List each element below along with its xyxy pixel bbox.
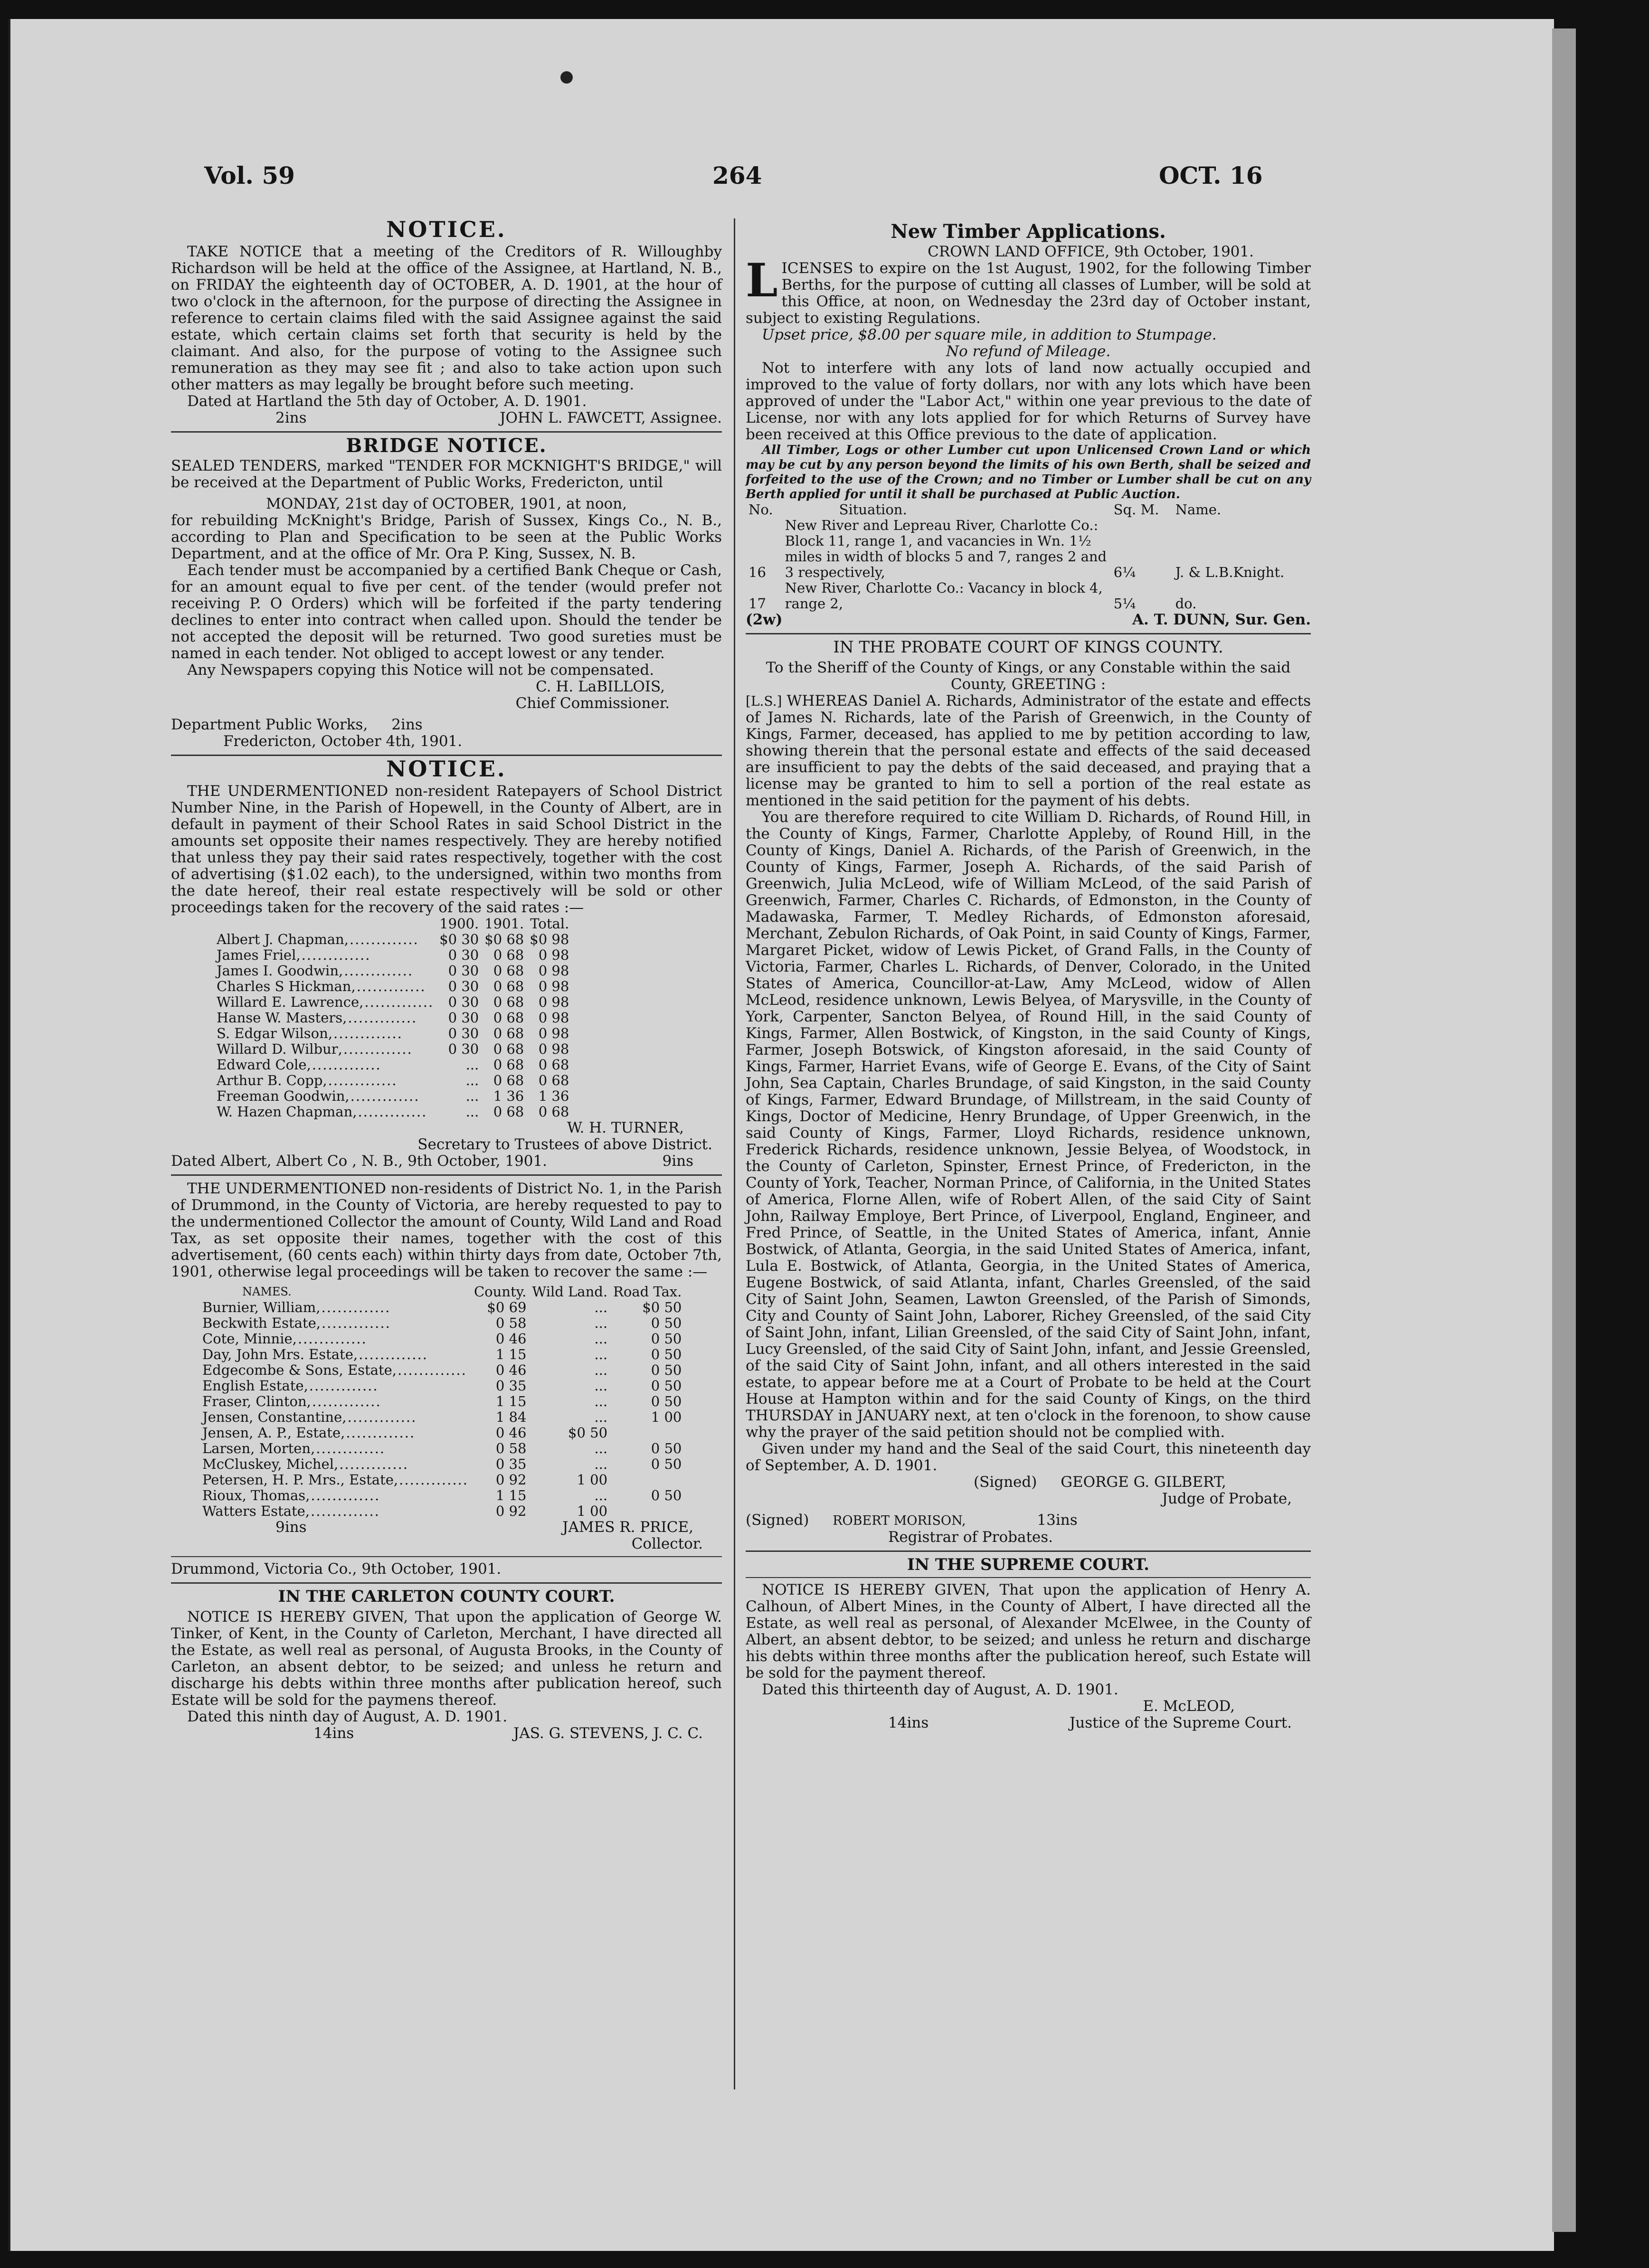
table-cell: 0 50 xyxy=(651,1378,682,1394)
table-cell: Willard D. Wilbur xyxy=(217,1041,338,1057)
table-cell: James Friel xyxy=(217,947,296,963)
table-cell: $0 68 xyxy=(484,931,524,947)
table-cell: Arthur B. Copp xyxy=(217,1072,323,1088)
table-cell: 0 58 xyxy=(495,1440,527,1456)
supreme-signature xyxy=(746,1715,1311,1731)
timber-insertions: (2w) xyxy=(746,611,783,628)
probate-insertions: 13ins xyxy=(1037,1512,1078,1529)
table-cell: 0 92 xyxy=(495,1472,527,1488)
notice-2-signer-title: Secretary to Trustees of above District. xyxy=(417,1136,712,1153)
table-cell: 0 68 xyxy=(493,963,524,979)
table-cell: $0 69 xyxy=(487,1299,527,1315)
bridge-para-4: Any Newspapers copying this Notice will not be compensated. xyxy=(187,662,654,679)
table-cell: Willard E. Lawrence xyxy=(217,994,360,1010)
signer: JOHN L. FAWCETT, Assignee. xyxy=(500,409,722,426)
ratepayers-table xyxy=(214,916,572,1120)
table-cell: do. xyxy=(1175,595,1197,612)
bridge-para-3: Each tender must be accompanied by a certified Bank Cheque or Cash, for an amount equal to five per cent. of the tender (would prefer not receiving P. O Orders) which will be forfeited if the party tendering declines to enter into contract when called upon. Should the tender be not accepted the deposit will be returned. Two good sureties must be named in each tender. Not obliged to accept lowest or any tender. xyxy=(171,562,722,662)
table-cell: 1 15 xyxy=(495,1487,527,1503)
table-cell: 1 84 xyxy=(495,1409,527,1425)
table-cell: 6¼ xyxy=(1113,564,1136,580)
col-header: Road Tax. xyxy=(613,1284,682,1300)
table-cell: ... xyxy=(465,1072,479,1088)
bridge-para-2: for rebuilding McKnight's Bridge, Parish of Sussex, Kings Co., N. B., according to Plan and Specification to be seen at the Public Works Department, and at the office of Mr. Ora P. King, Sussex, N. B. xyxy=(171,512,722,562)
table-row: Cote, Minnie,............. 0 46 ... 0 50 xyxy=(202,1331,682,1347)
timber-table xyxy=(746,502,1311,612)
bridge-para-1: SEALED TENDERS, marked "TENDER FOR MCKNIGHT'S BRIDGE," will be received at the Department of Public Works, Fredericton, until xyxy=(171,457,722,491)
table-row: Willard E. Lawrence,............. 0 30 0 68 0 98 xyxy=(217,994,569,1010)
table-row: Beckwith Estate,............. 0 58 ... 0 50 xyxy=(202,1315,682,1331)
probate-registrar-title: Registrar of Probates. xyxy=(888,1529,1053,1546)
table-cell: 0 30 xyxy=(448,947,479,963)
table-row: Edgecombe & Sons, Estate,............. 0 46 ... 0 50 xyxy=(202,1362,682,1378)
table-row: Freeman Goodwin,............. ... 1 36 1 36 xyxy=(217,1088,569,1104)
supreme-insertions: 14ins xyxy=(888,1714,929,1731)
table-cell: ... xyxy=(465,1088,479,1104)
page-edge xyxy=(1552,28,1576,2232)
col-header: Situation. xyxy=(839,501,907,518)
notice-signature xyxy=(171,410,722,426)
timber-signer: A. T. DUNN, Sur. Gen. xyxy=(1132,611,1311,628)
carleton-insertions: 14ins xyxy=(313,1725,354,1742)
table-cell: 1 00 xyxy=(577,1472,608,1488)
table-row: Jensen, Constantine,............. 1 84 ... 1 00 xyxy=(202,1409,682,1425)
table-row: Charles S Hickman,............. 0 30 0 68 0 98 xyxy=(217,978,569,994)
table-cell: Cote, Minnie xyxy=(202,1331,293,1347)
notice-2-body: THE UNDERMENTIONED non-resident Ratepayers of School District Number Nine, in the Parish of Hopewell, in the County of Albert, are in default in payment of their School Rates in said School District in the amounts set opposite their names respectively. They are hereby notified that unless they pay their said rates respectively, together with the cost of advertising ($1.02 each), to the undersigned, within two months from the date hereof, their real estate respectively will be sold or other proceedings taken for the recovery of the said rates :— xyxy=(171,783,722,916)
table-row: Day, John Mrs. Estate,............. 1 15 ... 0 50 xyxy=(202,1346,682,1362)
table-cell: 0 98 xyxy=(538,1025,569,1041)
table-cell: ... xyxy=(594,1378,608,1394)
table-cell: ... xyxy=(594,1331,608,1347)
table-cell: 0 68 xyxy=(538,1104,569,1120)
table-cell: 0 58 xyxy=(495,1315,527,1331)
carleton-signature xyxy=(171,1725,722,1742)
table-cell: 0 68 xyxy=(493,1104,524,1120)
table-cell: McCluskey, Michel xyxy=(202,1456,334,1472)
probate-para-3: Given under my hand and the Seal of the said Court, this nineteenth day of September, A. D. 1901. xyxy=(746,1440,1311,1474)
bridge-notice-title: BRIDGE NOTICE. xyxy=(346,435,547,457)
table-cell: Hanse W. Masters xyxy=(217,1010,343,1026)
table-cell: 0 68 xyxy=(493,1025,524,1041)
table-cell: ... xyxy=(594,1456,608,1472)
drummond-signature xyxy=(171,1519,722,1536)
table-row: English Estate,............. 0 35 ... 0 50 xyxy=(202,1378,682,1394)
table-cell: 0 68 xyxy=(493,1041,524,1057)
table-cell: 0 50 xyxy=(651,1362,682,1378)
probate-judge: GEORGE G. GILBERT, xyxy=(1061,1474,1226,1491)
table-cell: 0 68 xyxy=(538,1072,569,1088)
timber-office: CROWN LAND OFFICE, 9th October, 1901. xyxy=(928,243,1254,260)
table-cell: 0 50 xyxy=(651,1346,682,1362)
table-cell: Rioux, Thomas xyxy=(202,1487,306,1503)
table-cell: 1 36 xyxy=(493,1088,524,1104)
drummond-body: THE UNDERMENTIONED non-residents of District No. 1, in the Parish of Drummond, in the County of Victoria, are hereby requested to pay to the undermentioned Collector the amount of County, Wild Land and Road Tax, as set opposite their names, together with the cost of this advertisement, (60 cents each) within thirty days from date, October 7th, 1901, otherwise legal proceedings will be taken to recover the same :— xyxy=(171,1180,722,1280)
table-cell: ... xyxy=(594,1299,608,1315)
drummond-signer: JAMES R. PRICE, xyxy=(562,1519,693,1536)
col-header: NAMES. xyxy=(242,1285,292,1298)
table-cell: J. & L.B.Knight. xyxy=(1175,564,1285,580)
table-cell: 0 98 xyxy=(538,1041,569,1057)
drummond-insertions: 9ins xyxy=(275,1519,307,1536)
table-cell: ... xyxy=(594,1409,608,1425)
table-cell: 0 30 xyxy=(448,1025,479,1041)
table-cell: ... xyxy=(594,1487,608,1503)
table-cell: 0 68 xyxy=(493,978,524,994)
volume-number: Vol. 59 xyxy=(204,161,295,189)
bridge-dated: Fredericton, October 4th, 1901. xyxy=(223,733,463,750)
probate-para-2: You are therefore required to cite William D. Richards, of Round Hill, in the County of Kings, Farmer, Charlotte Appleby, of Round Hill, in the County of Kings, Daniel A. Richards, of the Parish of Greenwich, in the County of Kings, Farmer, Joseph A. Richards, of the said Parish of Greenwich, Julia McLeod, wife of William McLeod, of the said Parish of Greenwich, Farmer, Charles C. Richards, of Edmonston, in the County of Madawaska, Farmer, T. Medley Richards, of Edmonston aforesaid, Merchant, Zebulon Richards, of Oak Point, in said County of Kings, Farmer, Margaret Picket, widow of Lewis Picket, of Grand Falls, in the County of Victoria, Farmer, Charles L. Richards, of Denver, Colorado, in the United States of America, Councillor-at-Law, Amy McLeod, widow of Allen McLeod, residence unknown, Lewis Belyea, of Marysville, in the County of York, Carpenter, Sancton Belyea, of Round Hill, in the said County of Kings, Farmer, Allen Bostwick, of Kingston, in the said County of Kings, Farmer, Joseph Botswick, of Kingston aforesaid, in the said County of Kings, Farmer, Harriet Evans, wife of George E. Evans, of the City of Saint John, Sea Captain, Charles Brundage, of said Kingston, in the said County of Kings, Farmer, Edward Brundage, of Millstream, in the said County of Kings, Doctor of Medicine, Henry Brundage, of Upper Greenwich, in the said County of Kings, Farmer, Lloyd Richards, residence unknown, Frederick Richards, residence unknown, Jessie Belyea, of Woodstock, in the County of Carleton, Spinster, Ernest Prince, of Fredericton, in the County of York, Teacher, Norman Prince, of California, in the United States of America, Florne Allen, wife of Robert Allen, of the said City of Saint John, Railway Employe, Bert Prince, of Liverpool, England, Engineer, and Fred Prince, of Seattle, in the United States of America, infant, Annie Bostwick, of Atlanta, Georgia, in the said United States of America, infant, Lula E. Bostwick, of Atlanta, Georgia, in the United States of America, Eugene Bostwick, of said Atlanta, infant, Charles Greensled, of the said City of Saint John, Seamen, Lawton Greensled, of the Parish of Simonds, City and County of Saint John, Laborer, Richey Greensled, of the said City of Saint John, infant, Lilian Greensled, of the said City of Saint John, infant, Lucy Greensled, of the said City of Saint John, infant, and Jessie Greensled, of the said City of Saint John, infant, and all others interested in the said estate, to appear before me at a Court of Probate to be held at the Court House at Hampton within and for the said County of Kings, on the third THURSDAY in JANUARY next, at ten o'clock in the forenoon, to show cause why the prayer of the said petition should not be complied with. xyxy=(746,809,1311,1441)
table-cell: 0 98 xyxy=(538,978,569,994)
table-cell: Albert J. Chapman xyxy=(217,931,344,947)
table-row: Albert J. Chapman,............. $0 30 $0 68 $0 98 xyxy=(217,931,569,947)
table-cell: New River, Charlotte Co.: Vacancy in block 4, range 2, xyxy=(785,580,1103,612)
column-divider xyxy=(734,218,735,2089)
probate-para-1 xyxy=(746,693,1311,809)
table-cell: 0 46 xyxy=(495,1425,527,1441)
table-cell: ... xyxy=(594,1346,608,1362)
ratepayers-body xyxy=(214,932,572,1120)
table-cell: 1 15 xyxy=(495,1393,527,1409)
bridge-dept: Department Public Works, xyxy=(171,716,368,733)
table-cell: 0 68 xyxy=(493,947,524,963)
table-cell: ... xyxy=(594,1362,608,1378)
table-cell: Fraser, Clinton xyxy=(202,1393,307,1409)
timber-upset-price: Upset price, $8.00 per square mile, in addition to Stumpage. xyxy=(762,326,1217,343)
supreme-body: NOTICE IS HEREBY GIVEN, That upon the application of Henry A. Calhoun, of Albert Mines, in the County of Albert, I have directed all the Estate, as well real as personal, of Alexander McElwee, in the County of Albert, an absent debtor, to be seized; and unless he return and discharge his debts within three months after the publication hereof, such Estate will be sold for the payment thereof. xyxy=(746,1581,1311,1682)
table-cell: 0 50 xyxy=(651,1315,682,1331)
drummond-dated: Drummond, Victoria Co., 9th October, 1901. xyxy=(171,1560,502,1578)
notice-dated: Dated at Hartland the 5th day of October, A. D. 1901. xyxy=(187,393,587,410)
probate-title: IN THE PROBATE COURT OF KINGS COUNTY. xyxy=(833,638,1223,657)
carleton-body: NOTICE IS HEREBY GIVEN, That upon the application of George W. Tinker, of Kent, in the County of Carleton, Merchant, I have directed all the Estate, as well real as personal, of Augusta Brooks, in the County of Carleton, an absent debtor, to be seized; and unless he return and discharge his debts within three months after publication hereof, such Estate will be sold for the paymens thereof. xyxy=(171,1608,722,1709)
table-row: Arthur B. Copp,............. ... 0 68 0 68 xyxy=(217,1072,569,1088)
col-header: 1900. xyxy=(439,916,479,932)
table-cell: Edward Cole xyxy=(217,1057,307,1073)
bridge-signer-title: Chief Commissioner. xyxy=(515,695,670,712)
insertions: 2ins xyxy=(275,409,307,426)
table-cell: ... xyxy=(594,1440,608,1456)
table-cell: Larsen, Morten xyxy=(202,1440,311,1456)
table-cell: 0 98 xyxy=(538,947,569,963)
table-cell: 0 46 xyxy=(495,1331,527,1347)
notice-title: NOTICE. xyxy=(386,217,507,242)
table-cell: James I. Goodwin xyxy=(217,963,339,979)
table-cell: ... xyxy=(594,1315,608,1331)
probate-signed: (Signed) xyxy=(974,1474,1037,1491)
table-cell: Charles S Hickman xyxy=(217,978,351,994)
table-cell: Day, John Mrs. Estate xyxy=(202,1346,353,1362)
notice-2-dated-line xyxy=(171,1153,722,1170)
table-cell: 0 50 xyxy=(651,1456,682,1472)
ratepayers-header-row xyxy=(214,916,572,932)
notice-body: TAKE NOTICE that a meeting of the Creditors of R. Willoughby Richardson will be held at the office of the Assignee, at Hartland, N. B., on FRIDAY the eighteenth day of OCTOBER, A. D. 1901, at the hour of two o'clock in the afternoon, for the purpose of directing the Assignee in reference to certain claims filed with the said Assignee against the said estate, which certain claims set forth that security is held by the claimant. And also, for the purpose of voting to the Assignee such remuneration as they may see fit ; and also to take action upon such other matters as may legally be brought before such meeting. xyxy=(171,243,722,393)
drummond-table xyxy=(199,1284,684,1519)
table-row: Watters Estate,............. 0 92 1 00 xyxy=(202,1503,608,1519)
table-row: S. Edgar Wilson,............. 0 30 0 68 0 98 xyxy=(217,1025,569,1041)
table-cell: 0 35 xyxy=(495,1456,527,1472)
table-cell: 0 30 xyxy=(448,994,479,1010)
probate-registrar: ROBERT MORISON, xyxy=(833,1513,966,1528)
table-cell: 0 30 xyxy=(448,963,479,979)
table-cell: 0 50 xyxy=(651,1331,682,1347)
table-cell: Freeman Goodwin xyxy=(217,1088,345,1104)
timber-rows xyxy=(746,518,1311,612)
col-header: Sq. M. xyxy=(1113,501,1159,518)
drop-cap: L xyxy=(746,254,778,307)
table-cell: 0 46 xyxy=(495,1362,527,1378)
right-column xyxy=(746,218,1311,1731)
notice-2-title: NOTICE. xyxy=(386,756,507,782)
col-header: No. xyxy=(749,501,773,518)
table-row: W. Hazen Chapman,............. ... 0 68 0 68 xyxy=(217,1104,569,1120)
table-cell: 0 68 xyxy=(493,1010,524,1026)
table-cell: Watters Estate xyxy=(202,1503,305,1519)
table-cell: 1 15 xyxy=(495,1346,527,1362)
probate-judge-line xyxy=(746,1474,1311,1491)
table-cell: $0 50 xyxy=(568,1425,608,1441)
table-cell: 0 68 xyxy=(493,1072,524,1088)
table-cell: 0 68 xyxy=(493,994,524,1010)
punch-hole xyxy=(560,71,573,84)
supreme-signer: E. McLEOD, xyxy=(1143,1698,1235,1715)
table-cell: Edgecombe & Sons, Estate xyxy=(202,1362,392,1378)
table-cell: 0 50 xyxy=(651,1487,682,1503)
table-row: Edward Cole,............. ... 0 68 0 68 xyxy=(217,1057,569,1073)
table-cell: 16 xyxy=(749,564,766,580)
table-cell: 0 98 xyxy=(538,963,569,979)
table-cell: 1 00 xyxy=(577,1503,608,1519)
left-column xyxy=(171,218,722,1742)
col-header: 1901. xyxy=(484,916,524,932)
table-cell: 0 98 xyxy=(538,994,569,1010)
table-cell: 0 30 xyxy=(448,1041,479,1057)
drummond-body-rows xyxy=(199,1300,684,1519)
table-cell: 5¼ xyxy=(1113,595,1136,612)
bridge-insertions: 2ins xyxy=(391,716,423,733)
table-row: James I. Goodwin,............. 0 30 0 68 0 98 xyxy=(217,963,569,979)
probate-para-1-text: WHEREAS Daniel A. Richards, Administrator of the estate and effects of James N. Richards, late of the Parish of Greenwich, in the County of Kings, Farmer, deceased, has applied to me by petition according to law, showing therein that the personal estate and effects of the said deceased are insufficient to pay the debts of the said deceased, and praying that a license may be granted to him to sell a portion of the real estate as mentioned in the said petition for the payment of his debts. xyxy=(746,692,1311,809)
table-cell: 0 30 xyxy=(448,978,479,994)
table-cell: ... xyxy=(594,1393,608,1409)
table-cell: 0 30 xyxy=(448,1010,479,1026)
table-cell: 0 50 xyxy=(651,1440,682,1456)
timber-header-row xyxy=(746,502,1311,518)
table-cell: ... xyxy=(465,1104,479,1120)
table-cell: 0 50 xyxy=(651,1393,682,1409)
table-cell: 1 00 xyxy=(651,1409,682,1425)
table-cell: Jensen, A. P., Estate xyxy=(202,1425,341,1441)
issue-date: OCT. 16 xyxy=(1159,161,1263,189)
supreme-court-title: IN THE SUPREME COURT. xyxy=(907,1555,1150,1574)
timber-para-1 xyxy=(746,254,1311,327)
seal-mark: [L.S.] xyxy=(746,693,782,709)
table-cell: S. Edgar Wilson xyxy=(217,1025,328,1041)
notice-2-insertions: 9ins xyxy=(662,1153,693,1170)
probate-signed-2: (Signed) xyxy=(746,1512,809,1529)
page-number: 264 xyxy=(712,161,762,189)
col-header: Total. xyxy=(530,916,569,932)
bridge-date-line: MONDAY, 21st day of OCTOBER, 1901, at noon, xyxy=(266,495,627,512)
timber-signature xyxy=(746,612,1311,628)
table-cell: Petersen, H. P. Mrs., Estate xyxy=(202,1472,394,1488)
table-row: Willard D. Wilbur,............. 0 30 0 68 0 98 xyxy=(217,1041,569,1057)
notice-2-signer: W. H. TURNER, xyxy=(567,1119,684,1136)
table-cell: 1 36 xyxy=(538,1088,569,1104)
col-header: Name. xyxy=(1175,501,1222,518)
drummond-signer-title: Collector. xyxy=(631,1535,703,1552)
table-cell: W. Hazen Chapman xyxy=(217,1104,353,1120)
table-cell: New River and Lepreau River, Charlotte Co.: Block 11, range 1, and vacancies in Wn. 1½ miles in width of blocks 5 and 7, ranges 2 and 3 respectively, xyxy=(785,517,1107,580)
table-row: Burnier, William,............. $0 69 ... $0 50 xyxy=(202,1299,682,1315)
bridge-dept-line xyxy=(171,717,722,733)
table-row: Petersen, H. P. Mrs., Estate,............. 0 92 1 00 xyxy=(202,1472,608,1488)
supreme-dated: Dated this thirteenth day of August, A. D. 1901. xyxy=(762,1681,1118,1698)
table-cell: 17 xyxy=(749,595,766,612)
timber-no-refund: No refund of Mileage. xyxy=(946,343,1111,360)
carleton-dated: Dated this ninth day of August, A. D. 1901. xyxy=(187,1708,508,1725)
table-cell: $0 98 xyxy=(530,931,569,947)
table-row: Fraser, Clinton,............. 1 15 ... 0 50 xyxy=(202,1393,682,1409)
table-row: Larsen, Morten,............. 0 58 ... 0 50 xyxy=(202,1440,682,1456)
table-cell: Burnier, William xyxy=(202,1299,316,1315)
timber-para-2: Not to interfere with any lots of land now actually occupied and improved to the value of forty dollars, nor with any lots which have been approved of under the "Labor Act," within one year previous to the date of License, nor with any lots applied for for which Returns of Survey have been received at this Office previous to the date of application. xyxy=(746,359,1311,443)
timber-para-1-text: ICENSES to expire on the 1st August, 1902, for the following Timber Berths, for the purpose of cutting all classes of Lumber, will be sold at this Office, at noon, on Wednesday the 23rd day of October instant, subject to existing Regulations. xyxy=(746,260,1311,327)
table-cell: Jensen, Constantine xyxy=(202,1409,342,1425)
col-header xyxy=(214,916,436,932)
bridge-signer: C. H. LaBILLOIS, xyxy=(536,678,665,695)
table-row: Hanse W. Masters,............. 0 30 0 68 0 98 xyxy=(217,1010,569,1026)
supreme-signer-title: Justice of the Supreme Court. xyxy=(1069,1714,1292,1731)
col-header: County. xyxy=(474,1284,527,1300)
notice-2-dated: Dated Albert, Albert Co , N. B., 9th October, 1901. xyxy=(171,1153,548,1170)
table-row: Rioux, Thomas,............. 1 15 ... 0 50 xyxy=(202,1487,682,1503)
probate-judge-title: Judge of Probate, xyxy=(1162,1490,1292,1507)
table-row: James Friel,............. 0 30 0 68 0 98 xyxy=(217,947,569,963)
carleton-court-title: IN THE CARLETON COUNTY COURT. xyxy=(278,1587,615,1606)
carleton-signer: JAS. G. STEVENS, J. C. C. xyxy=(513,1725,703,1742)
probate-registrar-line xyxy=(746,1512,1311,1529)
timber-title: New Timber Applications. xyxy=(891,220,1166,243)
table-cell: ... xyxy=(465,1057,479,1073)
table-cell: 0 98 xyxy=(538,1010,569,1026)
table-row xyxy=(746,518,1311,580)
drummond-header-row xyxy=(199,1284,684,1300)
table-cell: 0 68 xyxy=(493,1057,524,1073)
col-header: Wild Land. xyxy=(532,1284,608,1300)
table-cell: Beckwith Estate xyxy=(202,1315,316,1331)
table-row: Jensen, A. P., Estate,............. 0 46 $0 50 xyxy=(202,1425,608,1441)
table-cell: 0 35 xyxy=(495,1378,527,1394)
table-cell: 0 68 xyxy=(538,1057,569,1073)
table-row xyxy=(746,580,1311,612)
table-row: McCluskey, Michel,............. 0 35 ... 0 50 xyxy=(202,1456,682,1472)
table-cell: $0 30 xyxy=(439,931,479,947)
table-cell: English Estate xyxy=(202,1378,304,1394)
timber-small-print: All Timber, Logs or other Lumber cut upon Unlicensed Crown Land or which may be cut by any person beyond the limits of his own Berth, shall be seized and forfeited to the use of the Crown; and no Timber or Lumber shall be cut on any Berth applied for until it shall be purchased at Public Auction. xyxy=(746,443,1311,501)
table-cell: $0 50 xyxy=(642,1299,682,1315)
table-cell: 0 92 xyxy=(495,1503,527,1519)
probate-to: To the Sheriff of the County of Kings, or any Constable within the said County, GREETING : xyxy=(766,659,1291,693)
